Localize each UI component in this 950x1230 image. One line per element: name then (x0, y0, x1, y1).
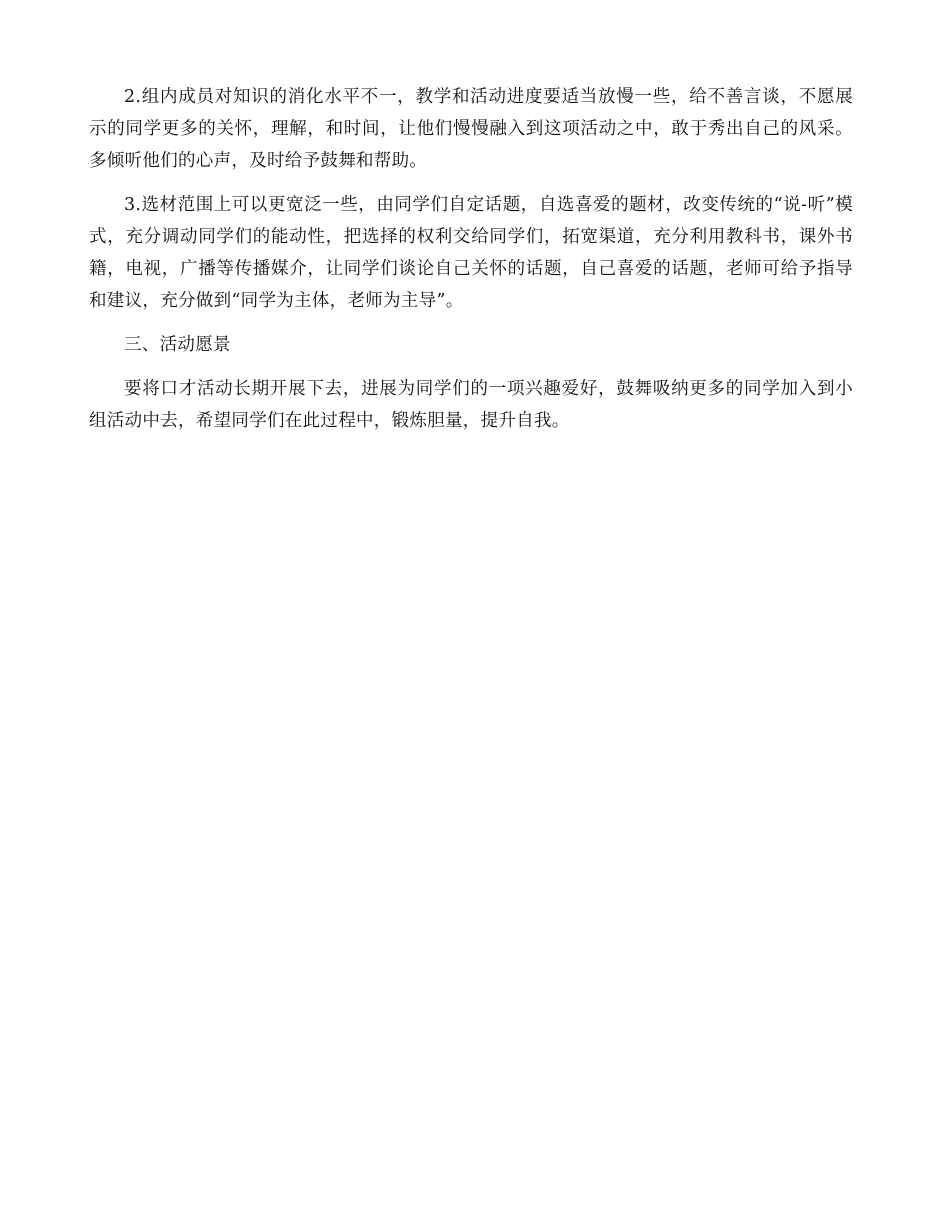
document-body (89, 81, 853, 449)
closing-paragraph: 要将口才活动长期开展下去，进展为同学们的一项兴趣爱好，鼓舞吸纳更多的同学加入到小组活动中去，希望同学们在此过程中，锻炼胆量，提升自我。 (89, 379, 853, 431)
paragraph-item-3: 3.选材范围上可以更宽泛一些，由同学们自定话题，自选喜爱的题材，改变传统的“说-听”模式，充分调动同学们的能动性，把选择的权利交给同学们，拓宽渠道，充分利用教科书，课外书籍，电视，广播等传播媒介，让同学们谈论自己关怀的话题，自己喜爱的话题，老师可给予指导和建议，充分做到“同学为主体，老师为主导”。 (89, 195, 853, 311)
paragraph-item-2: 2.组内成员对知识的消化水平不一，教学和活动进度要适当放慢一些，给不善言谈，不愿展示的同学更多的关怀，理解，和时间，让他们慢慢融入到这项活动之中，敢于秀出自己的风采。多倾听他们的心声，及时给予鼓舞和帮助。 (89, 87, 853, 171)
section-heading: 三、活动愿景 (124, 335, 231, 355)
